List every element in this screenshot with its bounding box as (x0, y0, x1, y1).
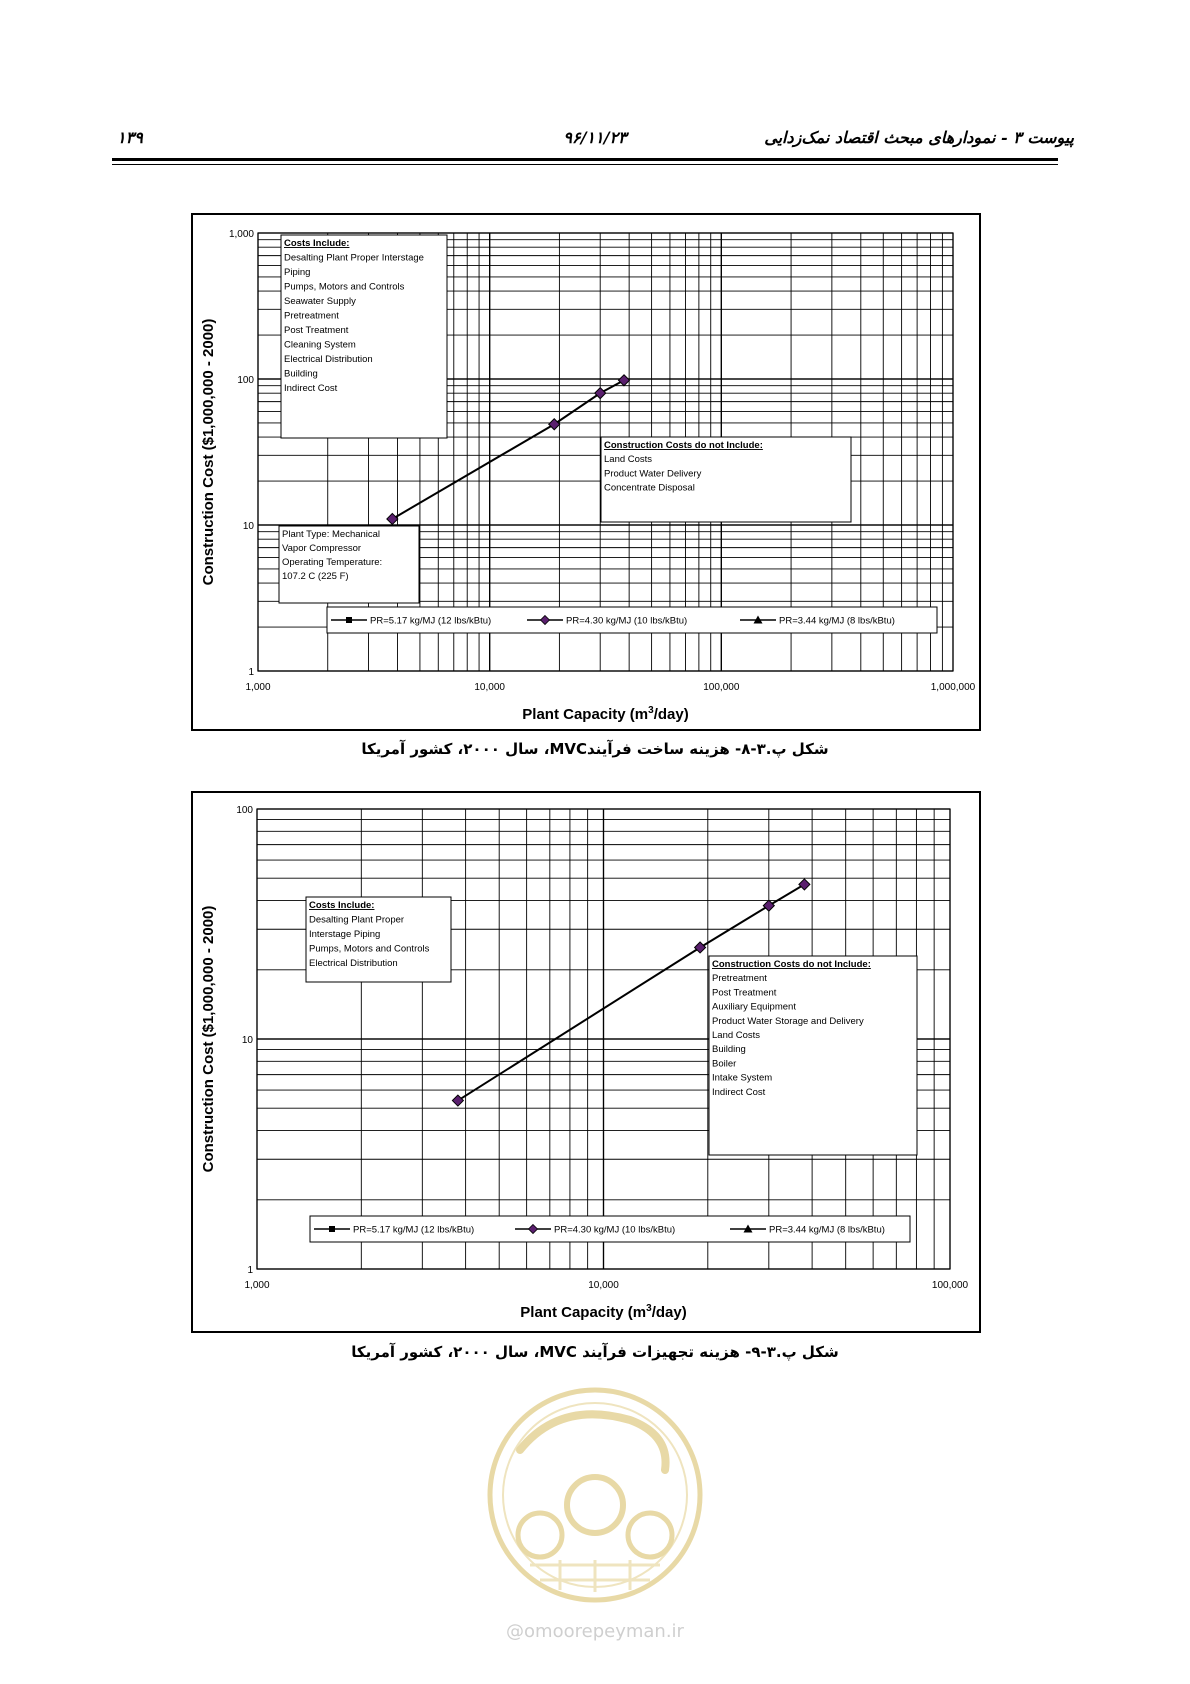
legend-label: PR=5.17 kg/MJ (12 lbs/kBtu) (370, 615, 492, 627)
legend-label: PR=4.30 kg/MJ (10 lbs/kBtu) (566, 615, 688, 627)
data-point-marker (618, 375, 629, 386)
legend (327, 607, 937, 633)
costs-exclude-box-item: Indirect Cost (712, 1086, 766, 1098)
costs-include-box-item: Cleaning System (284, 339, 356, 351)
watermark-seal-logo (480, 1380, 710, 1610)
y-tick-label: 100 (237, 375, 254, 386)
x-tick-label: 100,000 (703, 682, 740, 693)
costs-include-box-item: Pumps, Motors and Controls (284, 281, 405, 293)
data-point-marker (763, 900, 774, 911)
figure-caption-2: شکل پ.۳-۹- هزینه تجهیزات فرآیند MVC، سال ۲۰۰۰، کشور آمریکا (351, 1343, 839, 1361)
running-header-title: پیوست ۳ - نمودارهای مبحث اقتصاد نمک‌زدایی (764, 128, 1074, 147)
costs-include-box-item: Pretreatment (284, 310, 339, 322)
figure-construction-cost (191, 213, 981, 731)
costs-include-box-item: Piping (284, 267, 311, 278)
x-axis-title: Plant Capacity $(m^3/day)$ (522, 705, 689, 723)
x-tick-label: 1,000 (244, 1280, 270, 1291)
costs-include-box-item: Electrical Distribution (284, 354, 373, 365)
plant-type-box (279, 526, 419, 603)
data-point-marker (595, 388, 606, 399)
legend-label: PR=3.44 kg/MJ (8 lbs/kBtu) (769, 1224, 885, 1236)
costs-exclude-box-frame (709, 956, 917, 1155)
costs-include-box-item: Desalting Plant Proper (309, 914, 405, 926)
costs-exclude-box-item: Building (712, 1044, 746, 1056)
x-tick-label: 1,000,000 (930, 682, 976, 693)
y-tick-label: 1 (247, 1265, 253, 1276)
costs-exclude-box (709, 956, 917, 1155)
legend-marker-square (346, 617, 352, 623)
watermark-url: @omoorepeyman.ir (506, 1621, 684, 1642)
chart-construction-cost (193, 215, 979, 729)
costs-exclude-box-item: Boiler (712, 1058, 737, 1070)
plant-type-box-item: Operating Temperature: (282, 557, 383, 568)
costs-include-box-title: Costs Include: (309, 900, 375, 911)
data-point-marker (799, 879, 810, 890)
data-point-marker (387, 513, 398, 524)
x-axis-title: Plant Capacity $(m^3/day)$ (520, 1303, 687, 1321)
x-tick-label: 100,000 (931, 1280, 969, 1291)
legend-label: PR=4.30 kg/MJ (10 lbs/kBtu) (554, 1224, 676, 1236)
x-tick-label: 10,000 (588, 1280, 619, 1291)
costs-exclude-box-item: Land Costs (712, 1030, 761, 1041)
data-point-marker (452, 1095, 463, 1106)
figure-equipment-cost (191, 791, 981, 1333)
costs-exclude-box (601, 437, 851, 522)
page-number: ۱۳۹ (117, 128, 143, 147)
costs-include-box-item: Desalting Plant Proper Interstage (284, 252, 424, 264)
costs-exclude-box-item: Concentrate Disposal (604, 482, 695, 494)
y-tick-label: 1 (248, 667, 254, 678)
figure-caption-1: شکل پ.۳-۸- هزینه ساخت فرآیندMVC، سال ۲۰۰۰، کشور آمریکا (361, 740, 829, 758)
plant-type-box-item: 107.2 C (225 F) (282, 571, 349, 582)
costs-include-box (281, 235, 447, 438)
costs-include-box-item: Electrical Distribution (309, 958, 398, 969)
data-point-marker (695, 942, 706, 953)
costs-include-box-item: Interstage Piping (309, 929, 381, 940)
costs-exclude-box-item: Product Water Storage and Delivery (712, 1015, 864, 1027)
costs-exclude-box-item: Post Treatment (712, 987, 777, 999)
y-tick-label: 10 (241, 1035, 253, 1046)
legend (310, 1216, 910, 1242)
costs-include-box-item: Indirect Cost (284, 383, 338, 394)
header-rule-thick (112, 158, 1058, 161)
costs-exclude-box-title: Construction Costs do not Include: (712, 959, 871, 970)
costs-include-box-item: Pumps, Motors and Controls (309, 943, 430, 955)
costs-include-box (306, 897, 451, 982)
y-tick-label: 100 (236, 805, 253, 816)
costs-exclude-box-item: Pretreatment (712, 973, 767, 985)
x-tick-label: 1,000 (245, 682, 271, 693)
plant-type-box-item: Plant Type: Mechanical (282, 529, 381, 540)
costs-include-box-frame (281, 235, 447, 438)
costs-exclude-box-title: Construction Costs do not Include: (604, 440, 763, 451)
costs-include-box-title: Costs Include: (284, 238, 350, 249)
y-axis-title: Construction Cost ($1,000,000 - 2000) (200, 905, 217, 1173)
legend-label: PR=5.17 kg/MJ (12 lbs/kBtu) (353, 1224, 475, 1236)
costs-include-box-item: Building (284, 368, 318, 380)
header-rule-thin (112, 164, 1058, 165)
costs-exclude-box-item: Land Costs (604, 454, 653, 466)
data-point-marker (549, 419, 560, 430)
legend-label: PR=3.44 kg/MJ (8 lbs/kBtu) (779, 615, 895, 627)
chart-equipment-cost (193, 793, 979, 1331)
costs-include-box-item: Seawater Supply (284, 296, 356, 307)
y-axis-title: Construction Cost ($1,000,000 - 2000) (200, 318, 217, 586)
costs-exclude-box-item: Intake System (712, 1072, 773, 1084)
plant-type-box-item: Vapor Compressor (282, 543, 362, 554)
costs-exclude-box-item: Auxiliary Equipment (712, 1001, 796, 1013)
running-header-date: ۹۶/۱۱/۲۳ (563, 128, 627, 147)
x-tick-label: 10,000 (474, 682, 505, 693)
y-tick-label: 1,000 (228, 229, 254, 240)
legend-marker-square (329, 1226, 335, 1232)
costs-include-box-item: Post Treatment (284, 325, 349, 336)
y-tick-label: 10 (242, 521, 254, 532)
costs-exclude-box-item: Product Water Delivery (604, 468, 702, 480)
